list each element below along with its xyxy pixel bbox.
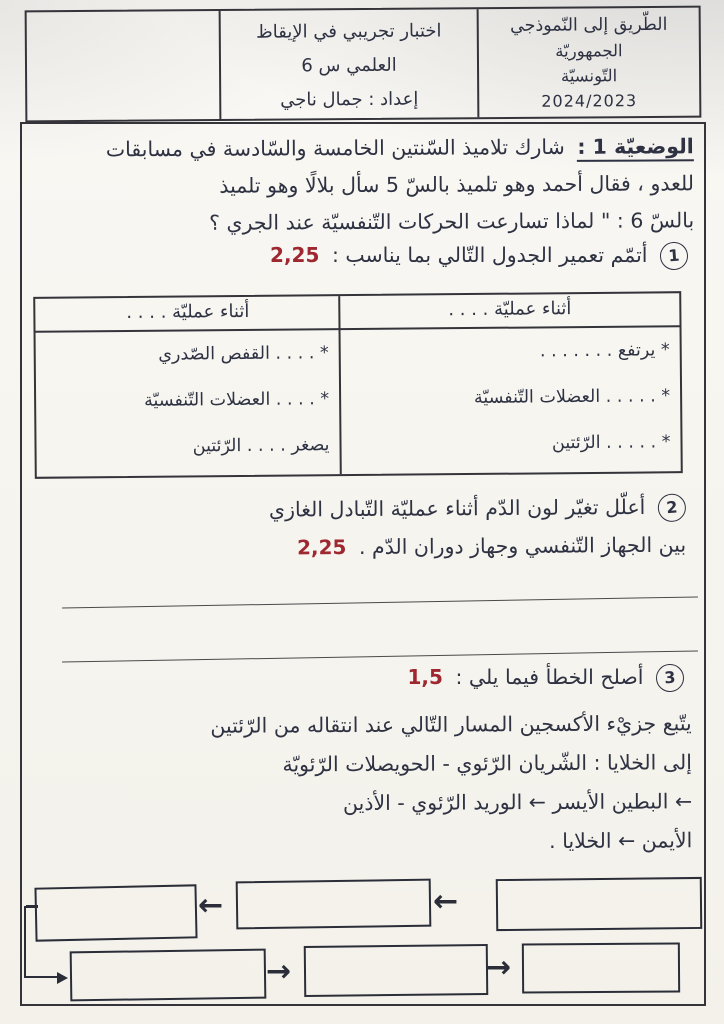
table-row: * يرتفع . . . . . . .: [539, 340, 670, 362]
question-1-score: 2,25: [270, 243, 320, 267]
situation-label: الوضعيّة 1 :: [577, 134, 694, 162]
school-year: 2024/2023: [541, 91, 638, 111]
arrow-right-icon: →: [486, 950, 512, 985]
situation-paragraph: [30, 128, 695, 242]
header-empty-cell: [27, 11, 220, 120]
situation-line2: للعدو ، فقال أحمد وهو تلميذ بالسّ 5 سأل بلالًا وهو تلميذ: [219, 171, 695, 198]
header-school-cell: [477, 8, 700, 118]
flow-box-1: [496, 877, 703, 931]
table-row: * . . . . . الرّئتين: [551, 432, 671, 454]
arrow-left-icon: ←: [198, 888, 224, 923]
answer-line: [62, 650, 698, 662]
question-3-number: 3: [655, 663, 685, 693]
exam-author: إعداد : جمال ناجي: [280, 88, 419, 111]
question-1: [30, 242, 688, 270]
q3-line3: ← البطين الأيسر ← الوريد الرّئوي - الأذين: [342, 789, 693, 816]
table-row: * . . . . القفص الصّدري: [158, 343, 329, 365]
question-3-paragraph: [30, 704, 693, 863]
table-row: * . . . . العضلات التّنفسيّة: [144, 389, 330, 411]
question-1-text: أتمّم تعمير الجدول التّالي بما يناسب :: [331, 243, 648, 267]
question-3-text: أصلح الخطأ فيما يلي :: [455, 665, 644, 689]
arrow-left-icon: ←: [433, 884, 459, 919]
question-2-score: 2,25: [296, 535, 347, 560]
flow-box-2: [236, 879, 432, 930]
question-1-number: 1: [659, 241, 689, 271]
table-left-header: أثناء عمليّة . . . .: [35, 296, 340, 333]
question-2: [30, 488, 687, 569]
question-3-score: 1,5: [407, 665, 443, 689]
answer-table: [33, 291, 683, 479]
flow-box-5: [304, 944, 489, 997]
exam-title-line2: العلمي س 6: [301, 54, 397, 77]
flow-connector-line: [24, 906, 64, 978]
school-name: الطّريق إلى النّموذجي: [509, 14, 668, 36]
question-2-line2: بين الجهاز التّنفسي وجهاز دوران الدّم . 2,25: [30, 526, 686, 569]
situation-line3: بالسّ 6 : " لماذا تسارعت الحركات التّنفسيّة عند الجري ؟: [209, 208, 695, 235]
question-3: [402, 664, 685, 692]
table-row: يصغر . . . . الرّئتين: [192, 435, 330, 457]
country-line: التّونسيّة: [560, 66, 618, 86]
situation-line1: الوضعيّة 1 : شارك تلاميذ السّنتين الخامسة والسّادسة في مسابقات: [105, 134, 694, 162]
table-row: * . . . . . العضلات التّنفسيّة: [473, 386, 671, 408]
header-exam-cell: [219, 9, 478, 119]
republic-line: الجمهوريّة: [555, 41, 623, 61]
q3-line2: إلى الخلايا : الشّريان الرّئوي - الحويصلات الرّئويّة: [282, 750, 692, 777]
q3-line1: يتّبع جزيْء الأكسجين المسار التّالي عند انتقاله من الرّئتين: [210, 711, 692, 738]
table-column-right: [338, 293, 681, 474]
arrow-right-icon: →: [266, 954, 292, 989]
flow-box-4: [70, 949, 267, 1002]
exam-title-line1: اختبار تجريبي في الإيقاظ: [255, 20, 442, 43]
flow-box-6: [522, 942, 680, 993]
table-column-left: [35, 296, 340, 477]
q3-line4: الأيمن ← الخلايا .: [549, 828, 693, 854]
question-2-line1: 2 أعلّل تغيّر لون الدّم أثناء عمليّة التّبادل الغازي: [30, 488, 686, 531]
main-frame: [20, 122, 706, 1006]
table-right-header: أثناء عمليّة . . . .: [340, 293, 679, 330]
answer-line: [62, 596, 698, 608]
header-table: [25, 6, 702, 123]
question-2-number: 2: [657, 493, 687, 523]
